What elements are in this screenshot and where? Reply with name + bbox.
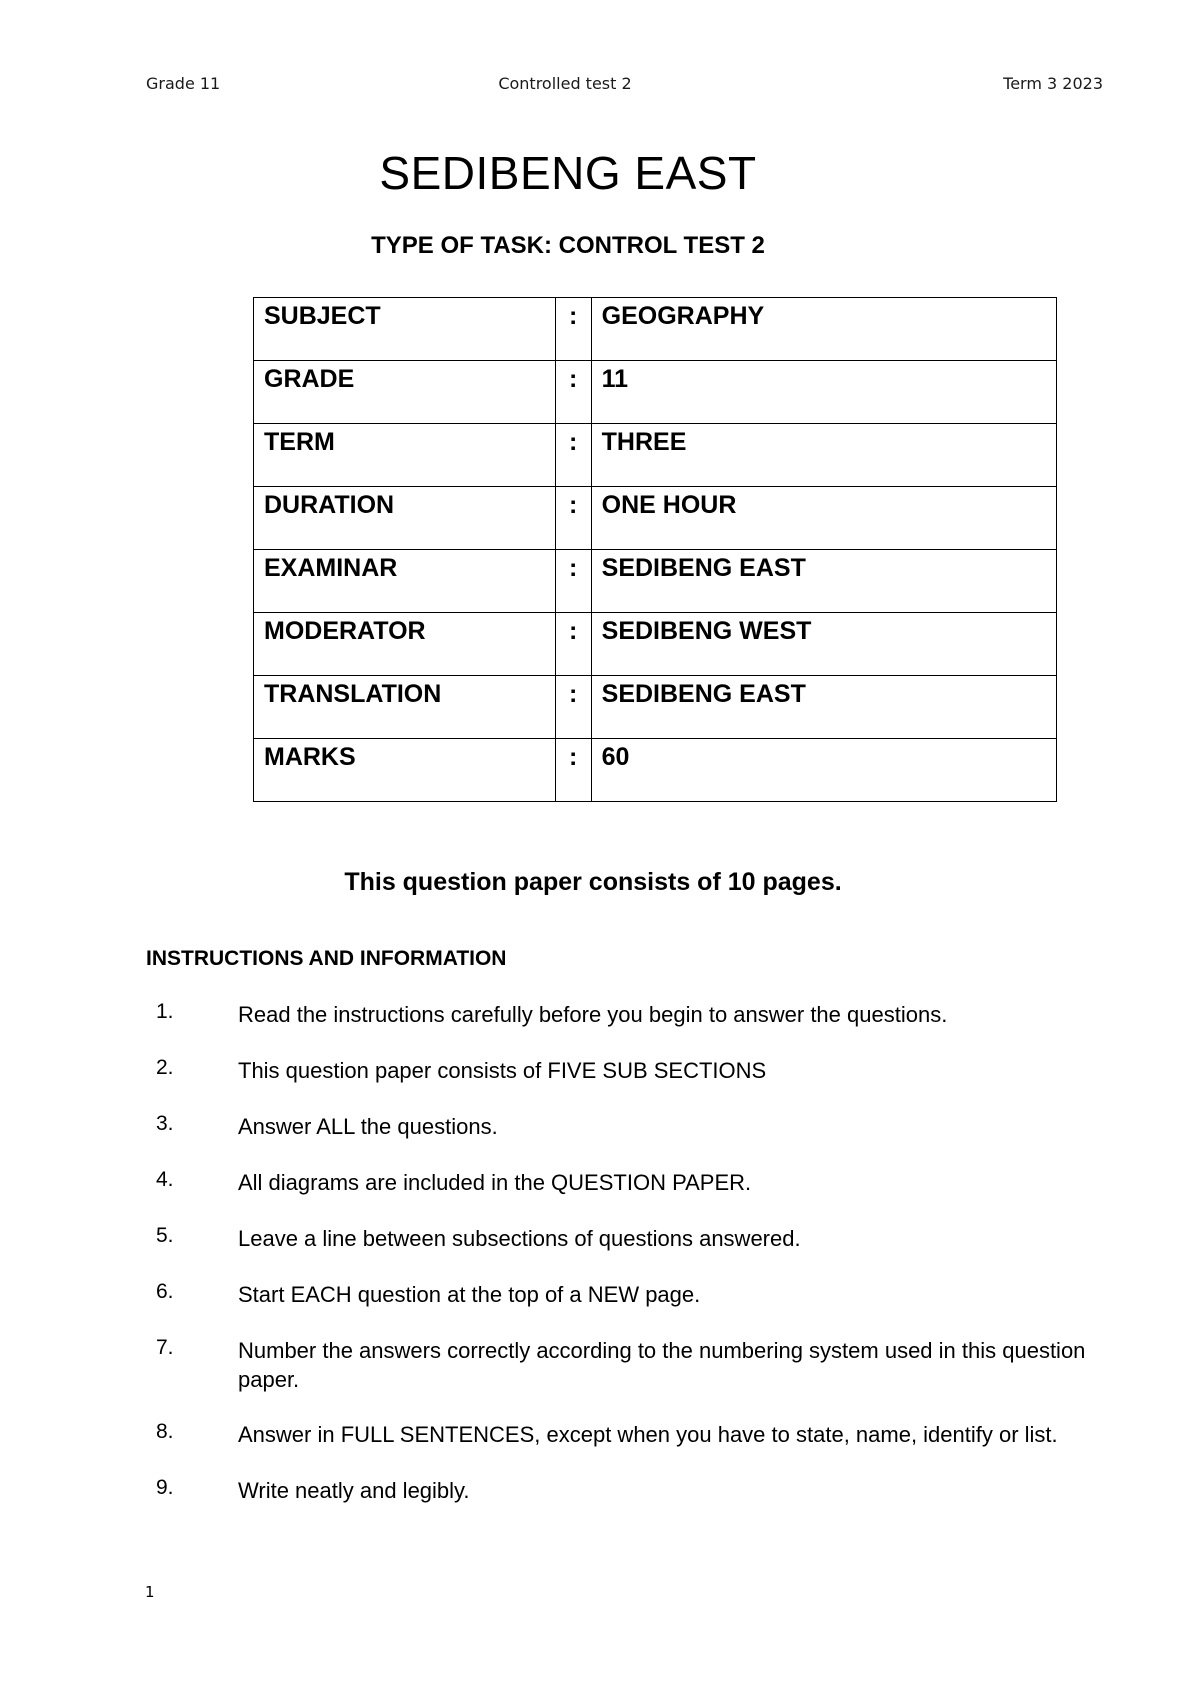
table-row	[254, 361, 1057, 424]
row-label: SUBJECT	[254, 298, 556, 361]
row-label: DURATION	[254, 487, 556, 550]
row-separator: :	[555, 676, 591, 739]
instruction-number: 4.	[156, 1168, 174, 1191]
list-item	[146, 1280, 1106, 1310]
instructions-heading: INSTRUCTIONS AND INFORMATION	[146, 947, 507, 970]
row-label: EXAMINAR	[254, 550, 556, 613]
row-value: GEOGRAPHY	[591, 298, 1056, 361]
list-item	[146, 1168, 1106, 1198]
row-label: MARKS	[254, 739, 556, 802]
row-value: 60	[591, 739, 1056, 802]
row-value: THREE	[591, 424, 1056, 487]
list-item	[146, 1420, 1106, 1450]
info-table	[253, 297, 1057, 802]
instruction-number: 1.	[156, 1000, 174, 1023]
row-value: ONE HOUR	[591, 487, 1056, 550]
instruction-number: 5.	[156, 1224, 174, 1247]
instruction-text: Leave a line between subsections of questions answered.	[238, 1226, 801, 1251]
row-value: SEDIBENG EAST	[591, 550, 1056, 613]
header-grade: Grade 11	[146, 74, 221, 93]
table-row	[254, 550, 1057, 613]
instruction-text: Answer in FULL SENTENCES, except when you have to state, name, identify or list.	[238, 1422, 1058, 1447]
row-label: TERM	[254, 424, 556, 487]
instruction-number: 8.	[156, 1420, 174, 1443]
page-title: SEDIBENG EAST	[379, 147, 757, 199]
row-separator: :	[555, 424, 591, 487]
row-separator: :	[555, 613, 591, 676]
instruction-text: All diagrams are included in the QUESTION PAPER.	[238, 1170, 752, 1195]
instruction-text: Number the answers correctly according to the numbering system used in this question paper.	[238, 1338, 1086, 1392]
table-row	[254, 676, 1057, 739]
table-row	[254, 424, 1057, 487]
instruction-number: 3.	[156, 1112, 174, 1135]
list-item	[146, 1224, 1106, 1254]
instructions-list	[146, 1000, 1106, 1532]
instruction-text: Read the instructions carefully before you begin to answer the questions.	[238, 1002, 948, 1027]
table-row	[254, 487, 1057, 550]
list-item	[146, 1000, 1106, 1030]
instruction-number: 7.	[156, 1336, 174, 1359]
instruction-text: Answer ALL the questions.	[238, 1114, 498, 1139]
task-type: TYPE OF TASK: CONTROL TEST 2	[371, 232, 765, 259]
table-row	[254, 739, 1057, 802]
row-label: MODERATOR	[254, 613, 556, 676]
row-separator: :	[555, 361, 591, 424]
list-item	[146, 1336, 1106, 1394]
list-item	[146, 1056, 1106, 1086]
instruction-number: 2.	[156, 1056, 174, 1079]
row-separator: :	[555, 298, 591, 361]
row-separator: :	[555, 550, 591, 613]
page-number: 1	[145, 1583, 155, 1601]
instruction-number: 6.	[156, 1280, 174, 1303]
table-row	[254, 298, 1057, 361]
row-value: SEDIBENG EAST	[591, 676, 1056, 739]
row-label: TRANSLATION	[254, 676, 556, 739]
instruction-number: 9.	[156, 1476, 174, 1499]
table-row	[254, 613, 1057, 676]
instruction-text: Write neatly and legibly.	[238, 1478, 470, 1503]
list-item	[146, 1476, 1106, 1506]
row-value: SEDIBENG WEST	[591, 613, 1056, 676]
list-item	[146, 1112, 1106, 1142]
instruction-text: This question paper consists of FIVE SUB SECTIONS	[238, 1058, 767, 1083]
header-test-name: Controlled test 2	[498, 74, 632, 93]
row-label: GRADE	[254, 361, 556, 424]
row-separator: :	[555, 487, 591, 550]
pages-note: This question paper consists of 10 pages.	[344, 868, 842, 896]
row-separator: :	[555, 739, 591, 802]
header-term: Term 3 2023	[1003, 74, 1103, 93]
row-value: 11	[591, 361, 1056, 424]
instruction-text: Start EACH question at the top of a NEW page.	[238, 1282, 701, 1307]
